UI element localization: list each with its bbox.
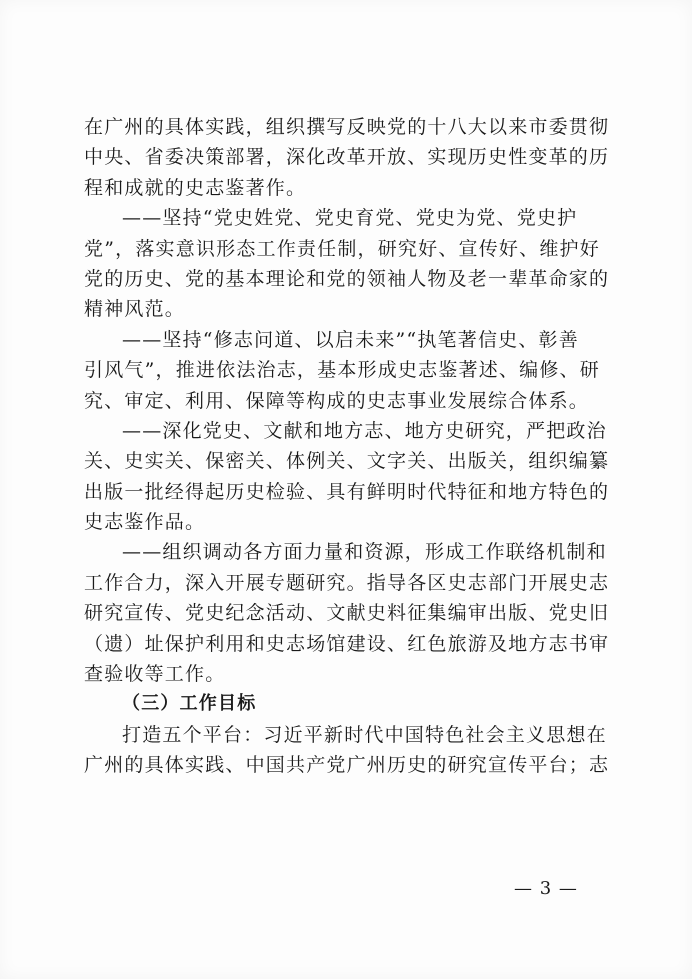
text-line: ——坚持“党史姓党、党史育党、党史为党、党史护 xyxy=(122,207,578,230)
document-body xyxy=(84,112,614,781)
text-line: （遗）址保护利用和史志场馆建设、红色旅游及地方志书审 xyxy=(84,632,610,655)
text-line: 中央、省委决策部署，深化改革开放、实现历史性变革的历 xyxy=(84,146,610,169)
text-line: 关、史实关、保密关、体例关、文字关、出版关，组织编纂 xyxy=(84,450,610,473)
text-line: 广州的具体实践、中国共产党广州历史的研究宣传平台；志 xyxy=(84,754,610,777)
text-line: 研究宣传、党史纪念活动、文献史料征集编审出版、党史旧 xyxy=(84,602,610,625)
text-line: 出版一批经得起历史检验、具有鲜明时代特征和地方特色的 xyxy=(84,480,610,503)
text-line: ——坚持“修志问道、以启未来”“执笔著信史、彰善 xyxy=(122,328,579,351)
text-line: 工作合力，深入开展专题研究。指导各区史志部门开展史志 xyxy=(84,571,610,594)
text-line: 查验收等工作。 xyxy=(84,663,226,686)
text-line: 究、审定、利用、保障等构成的史志事业发展综合体系。 xyxy=(84,389,590,412)
section-heading: （三）工作目标 xyxy=(122,693,257,715)
text-line: 史志鉴作品。 xyxy=(84,511,206,534)
text-line: ——组织调动各方面力量和资源，形成工作联络机制和 xyxy=(122,541,607,564)
text-line: 引风气”，推进依法治志，基本形成史志鉴著述、编修、研 xyxy=(84,359,600,382)
text-line: 打造五个平台：习近平新时代中国特色社会主义思想在 xyxy=(122,723,607,746)
text-line: 在广州的具体实践，组织撰写反映党的十八大以来市委贯彻 xyxy=(84,116,610,138)
text-line: 党的历史、党的基本理论和党的领袖人物及老一辈革命家的 xyxy=(84,267,610,290)
text-line: 精神风范。 xyxy=(84,298,186,321)
page-number: — 3 — xyxy=(514,878,578,899)
text-line: 党”，落实意识形态工作责任制，研究好、宣传好、维护好 xyxy=(84,237,600,260)
text-line: ——深化党史、文献和地方志、地方史研究，严把政治 xyxy=(122,419,607,442)
text-line: 程和成就的史志鉴著作。 xyxy=(84,176,307,199)
